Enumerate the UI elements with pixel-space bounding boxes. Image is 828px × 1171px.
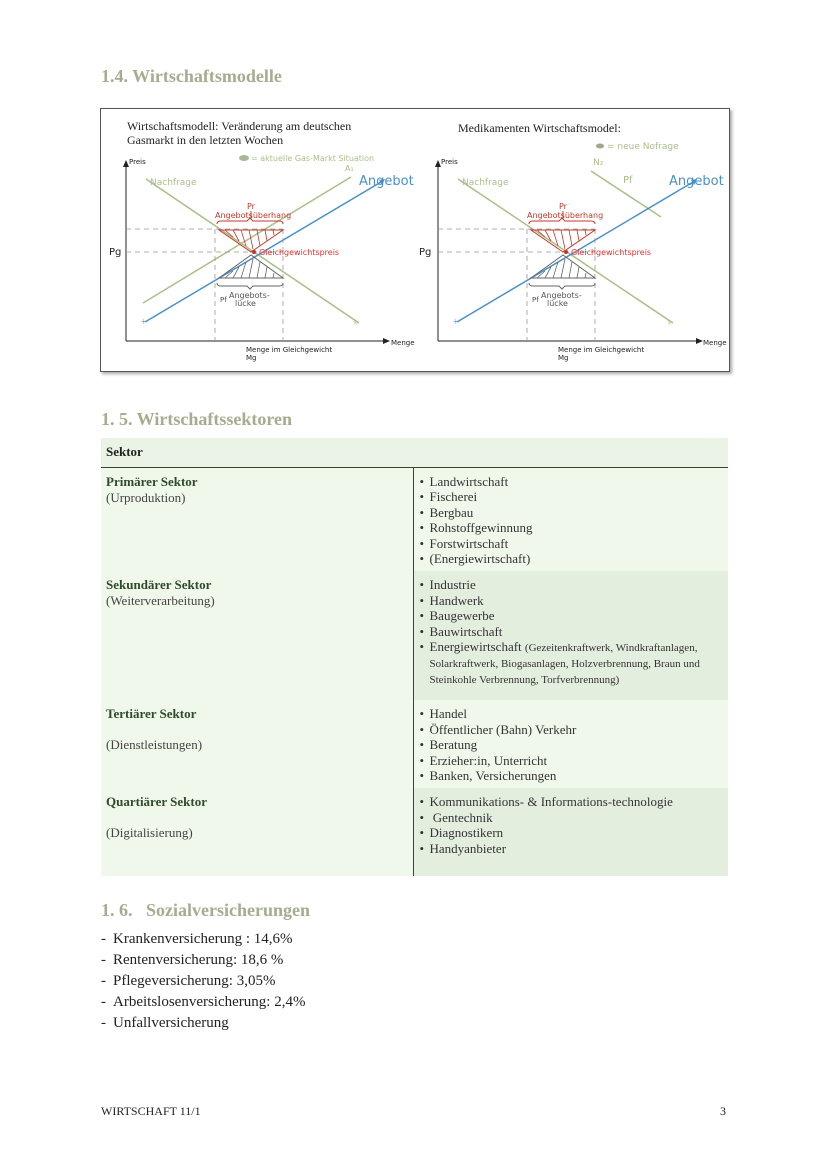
list-item: - Arbeitslosenversicherung: 2,4% [101,992,305,1013]
table-header-row [101,438,728,467]
list-item: • Bauwirtschaft [420,624,724,640]
left-legend-swatch [239,155,249,161]
section-heading-sectors: 1. 5. Wirtschaftssektoren [101,409,292,429]
bullet-list [420,577,724,687]
sector-subtitle: (Urproduktion) [106,489,186,505]
sector-cell-primary [101,467,413,571]
left-supply-label: Angebot [359,174,414,189]
svg-text:×: × [667,318,673,328]
right-demand-label: Nachfrage [462,178,509,188]
sector-items-quaternary [413,788,728,876]
page-number: 3 [720,1104,726,1118]
left-excess-label: Angebotsüberhang [215,211,292,220]
list-item: • Diagnostikern [420,825,724,841]
left-chart [101,109,415,371]
list-item: • Handwerk [420,593,724,609]
left-gap-label-2: lücke [235,299,256,308]
sector-items-primary [413,467,728,571]
left-chart-caption-line1: Wirtschaftsmodell: Veränderung am deutschen [127,119,352,133]
sector-cell-tertiary [101,700,413,788]
list-item: • Industrie [420,577,724,593]
right-pr-label: Pr [559,202,567,211]
list-item: • Bergbau [420,505,724,521]
list-item: • Kommunikations- & Informations-technologie [420,794,724,810]
list-item: • Öffentlicher (Bahn) Verkehr [420,722,724,738]
left-chart-caption-line2: Gasmarkt in den letzten Wochen [127,133,284,147]
list-item: - Pflegeversicherung: 3,05% [101,971,305,992]
right-gap-label-2: lücke [547,299,568,308]
list-item: • Banken, Versicherungen [420,768,724,784]
sector-name: Primärer Sektor [106,473,198,489]
table-row [101,700,728,788]
sector-items-tertiary [413,700,728,788]
right-x-label-2: Mg [558,354,569,362]
table-row [101,467,728,571]
svg-text:+: + [453,317,459,328]
list-item: • Handel [420,706,724,722]
left-supply-shifted-line [143,177,351,303]
insurance-list [101,929,305,1034]
list-item: • Baugewerbe [420,608,724,624]
sector-subtitle: (Weiterverarbeitung) [106,593,215,608]
left-pf-label: Pf [220,296,227,304]
list-item: • (Energiewirtschaft) [420,551,724,567]
footer-subject: WIRTSCHAFT 11/1 [101,1104,201,1118]
sector-name: Quartiärer Sektor [106,794,207,809]
right-x-label-1: Menge im Gleichgewicht [558,346,645,354]
left-eq-price-label: Gleichgewichtspreis [259,248,340,257]
sector-subtitle: (Digitalisierung) [106,825,193,840]
left-demand-label: Nachfrage [150,178,197,188]
right-chart [411,109,729,371]
right-x-axis-label: Menge [703,339,727,347]
sectors-table [101,438,728,876]
bullet-list [420,474,724,567]
right-y-axis-label: Preis [441,158,458,166]
bullet-list [420,794,724,856]
energy-item-main: Energiewirtschaft [429,639,522,654]
right-chart-caption: Medikamenten Wirtschaftsmodel: [458,121,621,135]
list-item: • Handyanbieter [420,841,724,857]
left-pr-label: Pr [247,202,255,211]
list-item: • Rohstoffgewinnung [420,520,724,536]
list-item: • Forstwirtschaft [420,536,724,552]
right-eq-price-label: Gleichgewichtspreis [571,248,652,257]
list-item: - Rentenversicherung: 18,6 % [101,950,305,971]
list-item [420,639,724,687]
left-demand-x: × [353,318,359,328]
list-item: • Beratung [420,737,724,753]
list-item: - Krankenversicherung : 14,6% [101,929,305,950]
right-legend-swatch [596,144,604,149]
sector-cell-quaternary [101,788,413,876]
left-x-label-1: Menge im Gleichgewicht [246,346,333,354]
table-header: Sektor [101,438,728,467]
sector-cell-secondary [101,571,413,700]
sector-name: Sekundärer Sektor [106,577,212,592]
left-y-axis-label: Preis [129,158,146,166]
list-item: • Landwirtschaft [420,474,724,490]
left-legend-text: = aktuelle Gas-Markt Situation [251,154,375,163]
list-item: • Gentechnik [420,810,724,826]
sector-subtitle: (Dienstleistungen) [106,737,203,752]
section-heading-insurance: 1. 6. Sozialversicherungen [101,900,310,920]
sector-name: Tertiärer Sektor [106,706,197,721]
table-row [101,788,728,876]
left-supply-plus: + [141,317,147,328]
energy-item-detail: (Gezeitenkraftwerk, Windkraftanlagen, Solarkraftwerk, Biogasanlagen, Holzverbrennung, Braun und Steinkohle Verbrennung, Torfverbrennung) [429,642,700,686]
list-item: - Unfallversicherung [101,1013,305,1034]
economic-models-figure [100,108,730,372]
table-row [101,571,728,700]
left-pg-label: Pg [109,247,122,258]
left-a1-label: A₁ [345,164,354,173]
right-n2-label: N₂ [593,158,604,168]
right-pf-label: Pf [532,296,539,304]
left-x-label-2: Mg [246,354,257,362]
left-gap-label-1: Angebots- [229,291,270,300]
right-supply-label: Angebot [669,174,724,189]
sector-items-secondary [413,571,728,700]
section-heading-models: 1.4. Wirtschaftsmodelle [101,66,282,86]
right-pf-top-label: Pf [623,175,633,186]
right-gap-label-1: Angebots- [541,291,582,300]
list-item: • Erzieher:in, Unterricht [420,753,724,769]
right-pg-label: Pg [419,247,432,258]
bullet-list [420,706,724,784]
left-x-axis-label: Menge [391,339,415,347]
right-legend-text: = neue Nofrage [607,142,679,152]
right-excess-label: Angebotsüberhang [527,211,604,220]
list-item: • Fischerei [420,489,724,505]
